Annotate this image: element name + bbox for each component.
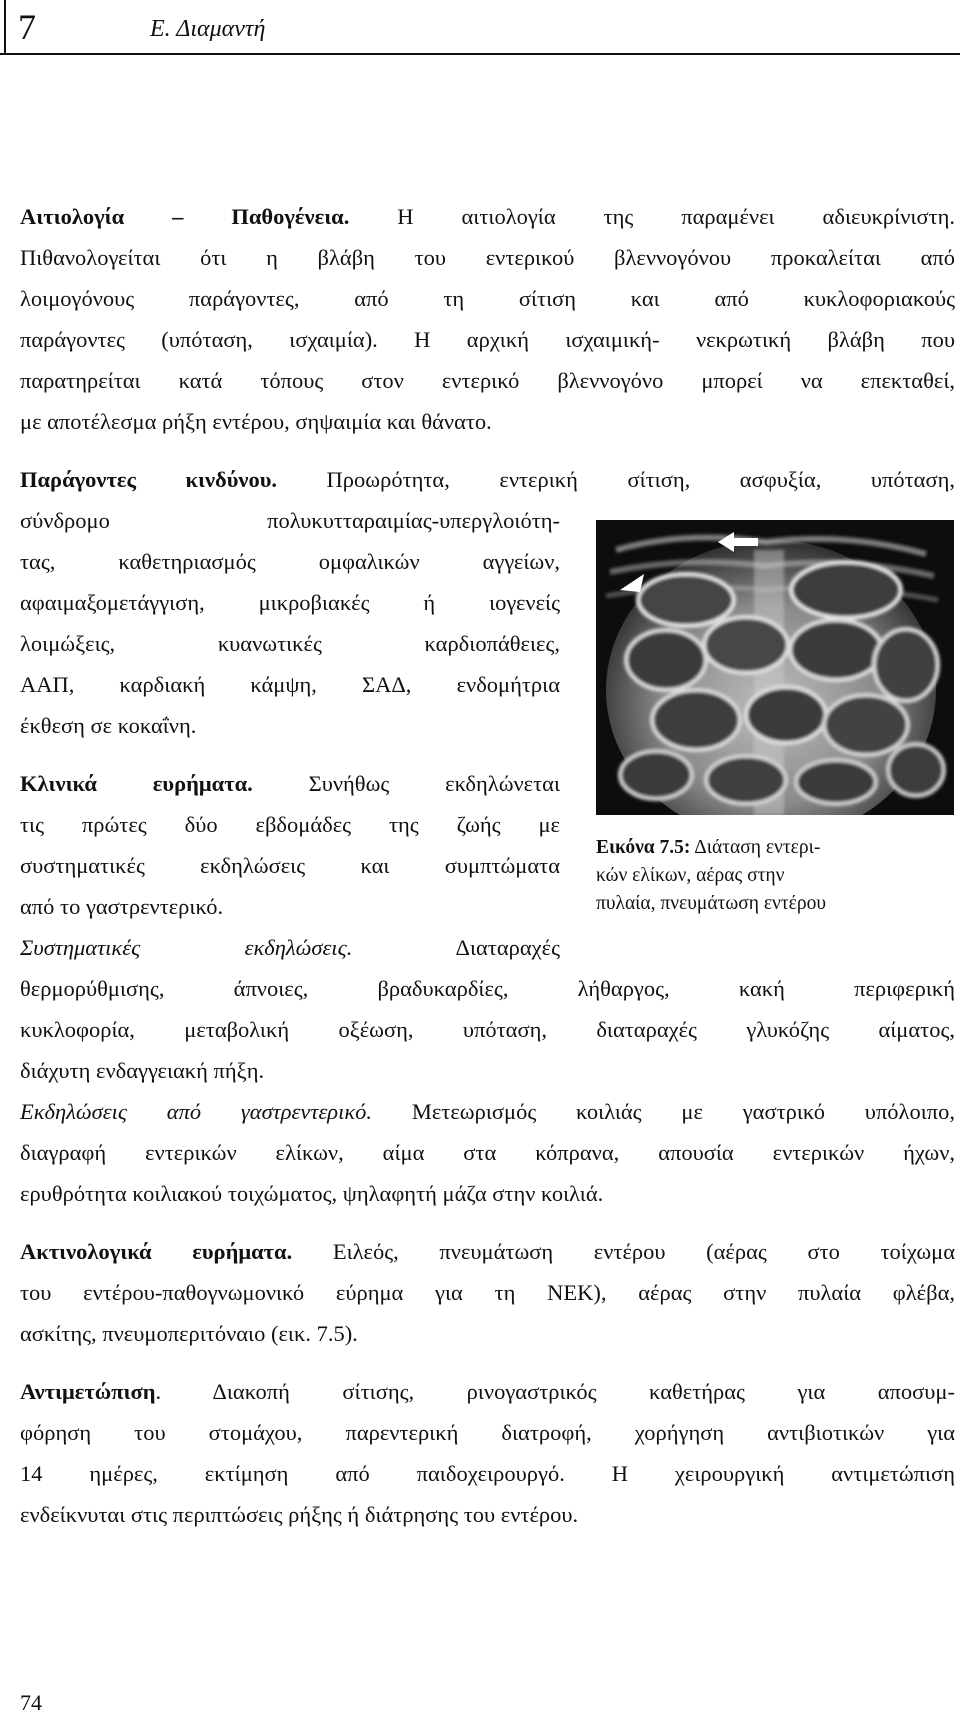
paragraph-line: διάχυτη ενδαγγειακή πήξη.	[20, 1058, 265, 1083]
text-run: Συνήθως εκδηλώνεται	[252, 771, 561, 796]
chapter-number: 7	[18, 7, 36, 47]
paragraph-line: τας, καθετηριασμός ομφαλικών αγγείων,	[20, 549, 560, 574]
paragraph-line	[20, 933, 560, 963]
paragraph-line: θερμορύθμισης, άπνοιες, βραδυκαρδίες, λήθαργος, κακή περιφερική	[20, 976, 955, 1001]
paragraph-line: φόρηση του στομάχου, παρεντερική διατροφή, χορήγηση αντιβιοτικών για	[20, 1420, 955, 1445]
abdominal-xray-image	[596, 520, 954, 815]
paragraph-line: σύνδρομο πολυκυτταραιμίας-υπεργλοιότη-	[20, 508, 560, 533]
running-head: Ε. Διαμαντή	[150, 16, 266, 42]
paragraph-line	[20, 202, 955, 232]
subheading-gastrointestinal: Εκδηλώσεις από γαστρεντερικό.	[20, 1099, 373, 1124]
xray-graphic	[596, 520, 954, 815]
paragraph-line: συστηματικές εκδηλώσεις και συμπτώματα	[20, 853, 560, 878]
paragraph-line: λοιμογόνους παράγοντες, από τη σίτιση και από κυκλοφοριακούς	[20, 286, 955, 311]
section-heading-clinical: Κλινικά ευρήματα.	[20, 771, 253, 796]
figure-label: Εικόνα 7.5:	[596, 837, 691, 858]
paragraph-line: ασκίτης, πνευμοπεριτόναιο (εικ. 7.5).	[20, 1321, 358, 1346]
paragraph-line: ενδείκνυται στις περιπτώσεις ρήξης ή διάτρησης του εντέρου.	[20, 1502, 579, 1527]
text-run: Ειλεός, πνευμάτωση εντέρου (αέρας στο τοίχωμα	[292, 1239, 955, 1264]
paragraph-line: διαγραφή εντερικών ελίκων, αίμα στα κόπρανα, απουσία εντερικών ήχων,	[20, 1140, 955, 1165]
section-heading-risk-factors: Παράγοντες κινδύνου.	[20, 467, 277, 492]
paragraph-line: 14 ημέρες, εκτίμηση από παιδοχειρουργό. Η χειρουργική αντιμετώπιση	[20, 1461, 955, 1486]
paragraph-line	[20, 1097, 955, 1127]
paragraph-line: με αποτέλεσμα ρήξη εντέρου, σηψαιμία και θάνατο.	[20, 409, 492, 434]
page-number: 74	[20, 1690, 42, 1715]
figure-caption-line: κών ελίκων, αέρας στην	[596, 865, 785, 886]
paragraph-line: παρατηρείται κατά τόπους στον εντερικό βλεννογόνο μπορεί να επεκταθεί,	[20, 368, 955, 393]
paragraph-line: Πιθανολογείται ότι η βλάβη του εντερικού βλεννογόνου προκαλείται από	[20, 245, 955, 270]
figure-caption-line: πυλαία, πνευμάτωση εντέρου	[596, 893, 826, 914]
paragraph-line: έκθεση σε κοκαΐνη.	[20, 713, 197, 738]
paragraph-line: του εντέρου-παθογνωμονικό εύρημα για τη ΝΕΚ), αέρας στην πυλαία φλέβα,	[20, 1280, 955, 1305]
paragraph-line: κυκλοφορία, μεταβολική οξέωση, υπόταση, διαταραχές γλυκόζης αίματος,	[20, 1017, 955, 1042]
paragraph-line	[20, 1377, 955, 1407]
text-run: Διαταραχές	[352, 935, 560, 960]
paragraph-line	[20, 769, 560, 799]
header-vertical-rule	[4, 0, 6, 55]
text-run: Προωρότητα, εντερική σίτιση, ασφυξία, υπόταση,	[277, 467, 955, 492]
paragraph-line: λοιμώξεις, κυανωτικές καρδιοπάθειες,	[20, 631, 560, 656]
paragraph-line: από το γαστρεντερικό.	[20, 894, 224, 919]
text-run: . Διακοπή σίτισης, ρινογαστρικός καθετήρας για αποσυμ-	[155, 1379, 955, 1404]
paragraph-line	[20, 465, 955, 495]
paragraph-line	[20, 1237, 955, 1267]
header-rule	[0, 53, 960, 55]
subheading-systemic: Συστηματικές εκδηλώσεις.	[20, 935, 353, 960]
text-run: Μετεωρισμός κοιλιάς με γαστρικό υπόλοιπο,	[372, 1099, 955, 1124]
paragraph-line: τις πρώτες δύο εβδομάδες της ζωής με	[20, 812, 560, 837]
section-heading-aetiology: Αιτιολογία – Παθογένεια.	[20, 204, 350, 229]
paragraph-line: ΑΑΠ, καρδιακή κάμψη, ΣΑΔ, ενδομήτρια	[20, 672, 560, 697]
paragraph-line: παράγοντες (υπόταση, ισχαιμία). Η αρχική ισχαιμική- νεκρωτική βλάβη που	[20, 327, 955, 352]
text-run: Η αιτιολογία της παραμένει αδιευκρίνιστη.	[349, 204, 956, 229]
paragraph-line: ερυθρότητα κοιλιακού τοιχώματος, ψηλαφητή μάζα στην κοιλιά.	[20, 1181, 604, 1206]
section-heading-radiology: Ακτινολογικά ευρήματα.	[20, 1239, 293, 1264]
figure-caption-line	[596, 835, 954, 860]
section-heading-treatment: Αντιμετώπιση	[20, 1379, 156, 1404]
paragraph-line: αφαιμαξομετάγγιση, μικροβιακές ή ιογενείς	[20, 590, 560, 615]
text-run: Διάταση εντερι-	[690, 837, 821, 858]
